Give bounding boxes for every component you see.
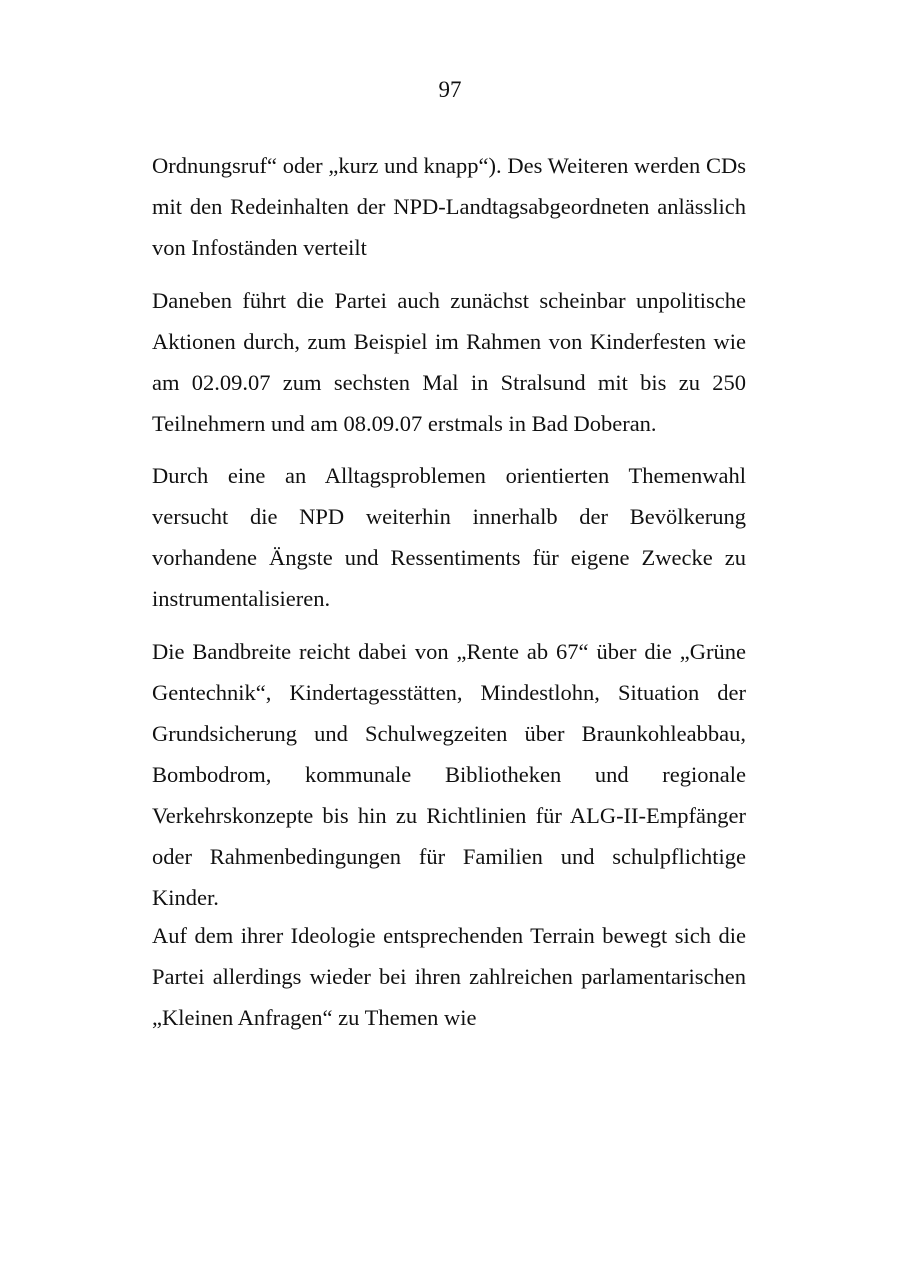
paragraph-4 (152, 631, 746, 918)
paragraph-text: Auf dem ihrer Ideologie entsprechenden Terrain bewegt sich die Partei allerdings wieder bei ihren zahlreichen parlamentarischen „Kleinen Anfragen“ zu Themen wie (152, 923, 746, 1030)
paragraph-text: Ordnungsruf“ oder „kurz und knapp“). Des Weiteren werden CDs mit den Redeinhalten der NPD-Landtagsabgeordneten anlässlich von Infoständen verteilt (152, 153, 746, 260)
paragraph-text: Die Bandbreite reicht dabei von „Rente ab 67“ über die „Grüne Gentechnik“, Kindertagesstätten, Mindestlohn, Situation der Grundsicherung und Schulwegzeiten über Braunkohleabbau, Bombodrom, kommunale Bibliotheken und regionale Verkehrskonzepte bis hin zu Richtlinien für ALG-II-Empfänger oder Rahmenbedingungen für Familien und schulpflichtige Kinder. (152, 639, 746, 910)
paragraph-2 (152, 280, 746, 444)
paragraph-text: Durch eine an Alltagsproblemen orientierten Themenwahl versucht die NPD weiterhin innerhalb der Bevölkerung vorhandene Ängste und Ressentiments für eigene Zwecke zu instrumentalisieren. (152, 463, 746, 611)
page-number: 97 (438, 77, 462, 102)
paragraph-1 (152, 145, 746, 268)
paragraph-5 (152, 915, 746, 1038)
paragraph-text: Daneben führt die Partei auch zunächst scheinbar unpolitische Aktionen durch, zum Beispiel im Rahmen von Kinderfesten wie am 02.09.07 zum sechsten Mal in Stralsund mit bis zu 250 Teilnehmern und am 08.09.07 erstmals in Bad Doberan. (152, 288, 746, 436)
paragraph-3 (152, 455, 746, 619)
